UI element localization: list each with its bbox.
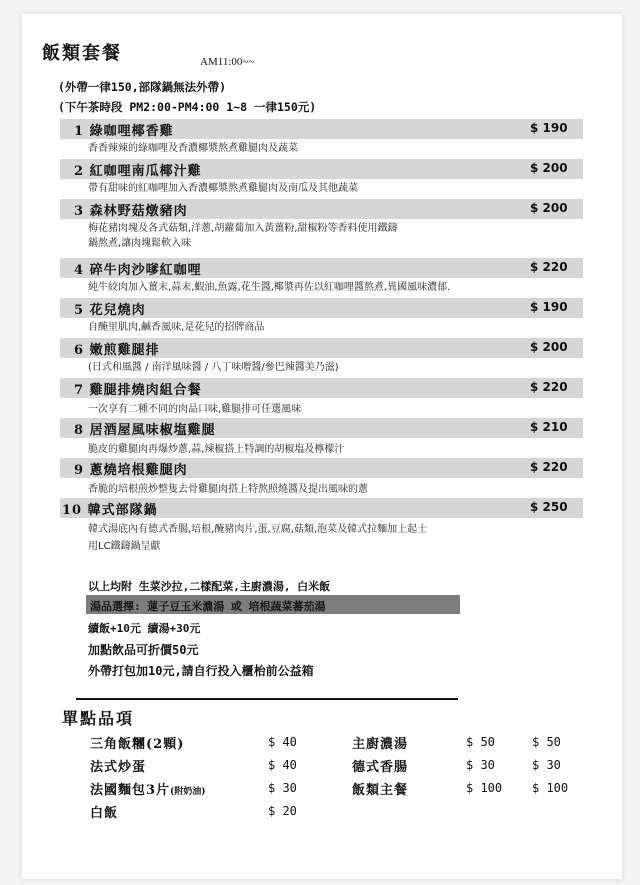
divider bbox=[76, 698, 458, 700]
item-description: 一次享有二種不同的肉品口味,雞腿排可任選風味 bbox=[88, 404, 302, 415]
item-name: 2 紅咖哩南瓜椰汁雞 bbox=[74, 164, 202, 179]
includes-note: 以上均附 生菜沙拉,二樣配菜,主廚濃湯, 白米飯 bbox=[88, 580, 331, 593]
item-description: 香香辣辣的綠咖哩及香濃椰漿熬煮雞腿肉及蔬菜 bbox=[88, 143, 298, 154]
drink-discount-note: 加點飲品可折價50元 bbox=[88, 643, 199, 657]
refill-note: 續飯+10元 續湯+30元 bbox=[88, 622, 201, 635]
menu-item-1 bbox=[60, 119, 583, 139]
item-price: $ 250 bbox=[530, 500, 568, 514]
a-la-carte-item bbox=[90, 779, 206, 798]
menu-item-4 bbox=[60, 258, 583, 278]
a-la-carte-title: 單點品項 bbox=[62, 709, 135, 728]
item-description: 純牛絞肉加入薑末,蒜末,蝦油,魚露,花生醬,椰漿再佐以紅咖哩醬熬煮,異國風味濃郁. bbox=[88, 282, 451, 293]
a-la-carte-item: 白飯 bbox=[90, 806, 119, 821]
item-description: 梅花豬肉塊及各式菇類,洋蔥,胡蘿蔔加入黃薑粉,甜椒粉等香料使用鐵鑄 bbox=[88, 223, 398, 234]
a-la-carte-price: $ 30 bbox=[466, 758, 495, 772]
item-price: $ 220 bbox=[530, 260, 568, 274]
item-name: 10 韓式部隊鍋 bbox=[62, 503, 158, 518]
a-la-carte-price: $ 30 bbox=[268, 781, 297, 795]
item-price: $ 220 bbox=[530, 460, 568, 474]
a-la-carte-price: $ 40 bbox=[268, 758, 297, 772]
page-title: 飯類套餐 bbox=[42, 43, 122, 64]
a-la-carte-price: $ 40 bbox=[268, 735, 297, 749]
a-la-carte-price: $ 50 bbox=[466, 735, 495, 749]
a-la-carte-price: $ 100 bbox=[532, 781, 569, 795]
a-la-carte-price: $ 30 bbox=[532, 758, 561, 772]
item-name: 8 居酒屋風味椒塩雞腿 bbox=[74, 423, 216, 438]
a-la-carte-item: 飯類主餐 bbox=[352, 783, 409, 798]
menu-item-8 bbox=[60, 418, 583, 438]
a-la-carte-price: $ 20 bbox=[268, 804, 297, 818]
item-name: 法國麵包3片 bbox=[90, 783, 171, 798]
item-description: 香脆的培根煎炒整隻去骨雞腿肉搭上特熬照燒醬及提出風味的蔥 bbox=[88, 484, 368, 495]
item-name: 9 蔥燒培根雞腿肉 bbox=[74, 463, 188, 478]
item-name: 5 花兒燒肉 bbox=[74, 303, 146, 318]
takeout-fee-note: 外帶打包加10元,請自行投入櫃枱前公益箱 bbox=[88, 664, 314, 678]
item-name: 1 綠咖哩椰香雞 bbox=[74, 124, 174, 139]
item-price: $ 200 bbox=[530, 201, 568, 215]
opening-time: AM11:00~~ bbox=[200, 56, 255, 68]
menu-item-9 bbox=[60, 458, 583, 478]
a-la-carte-item: 德式香腸 bbox=[352, 760, 409, 775]
soup-choice-bar bbox=[86, 595, 460, 614]
item-description: 帶有甜味的紅咖哩加入香濃椰漿熬煮雞腿肉及南瓜及其他蔬菜 bbox=[88, 183, 358, 194]
item-price: $ 200 bbox=[530, 161, 568, 175]
item-price: $ 200 bbox=[530, 340, 568, 354]
afternoon-tea-note: (下午茶時段 PM2:00-PM4:00 1~8 一律150元) bbox=[58, 100, 317, 114]
item-description: 鍋熬煮,讓肉塊鬆軟入味 bbox=[88, 238, 192, 249]
menu-item-10 bbox=[60, 498, 583, 518]
a-la-carte-item: 法式炒蛋 bbox=[90, 760, 147, 775]
a-la-carte-item: 主廚濃湯 bbox=[352, 737, 409, 752]
item-name: 3 森林野菇燉豬肉 bbox=[74, 204, 188, 219]
soup-choice: 湯品選擇: 蓮子豆玉米濃湯 或 培根蔬菜蕃茄湯 bbox=[90, 600, 326, 613]
takeout-note: (外帶一律150,部隊鍋無法外帶) bbox=[58, 80, 227, 94]
item-description: 脆皮的雞腿肉再爆炒蔥,蒜,辣椒搭上特調的胡椒塩及檸檬汁 bbox=[88, 444, 345, 455]
item-price: $ 190 bbox=[530, 300, 568, 314]
menu-item-5 bbox=[60, 298, 583, 318]
a-la-carte-item: 三角飯糰(2顆) bbox=[90, 737, 185, 752]
item-description: 韓式湯底內有德式香腸,培根,醃豬肉片,蛋,豆腐,菇類,泡菜及韓式拉麵加上起士 bbox=[88, 524, 428, 535]
item-price: $ 220 bbox=[530, 380, 568, 394]
a-la-carte-price: $ 100 bbox=[466, 781, 503, 795]
item-name: 4 碎牛肉沙嗲紅咖哩 bbox=[74, 263, 202, 278]
item-price: $ 190 bbox=[530, 121, 568, 135]
item-name: 7 雞腿排燒肉組合餐 bbox=[74, 383, 202, 398]
item-name: 6 嫩煎雞腿排 bbox=[74, 343, 160, 358]
item-description: 自醃里肌肉,鹹香風味,是花兒的招牌商品 bbox=[88, 322, 265, 333]
menu-item-3 bbox=[60, 199, 583, 219]
item-note: (附奶油) bbox=[170, 787, 206, 797]
menu-item-7 bbox=[60, 378, 583, 398]
item-description: 用LC鐵鑄鍋呈獻 bbox=[88, 541, 161, 552]
item-description: (日式和風醬 / 南洋風味醬 / 八丁味噌醬/參巴辣醬美乃滋) bbox=[88, 362, 339, 373]
a-la-carte-price: $ 50 bbox=[532, 735, 561, 749]
menu-header bbox=[42, 39, 122, 65]
menu-item-2 bbox=[60, 159, 583, 179]
item-price: $ 210 bbox=[530, 420, 568, 434]
menu-item-6 bbox=[60, 338, 583, 358]
